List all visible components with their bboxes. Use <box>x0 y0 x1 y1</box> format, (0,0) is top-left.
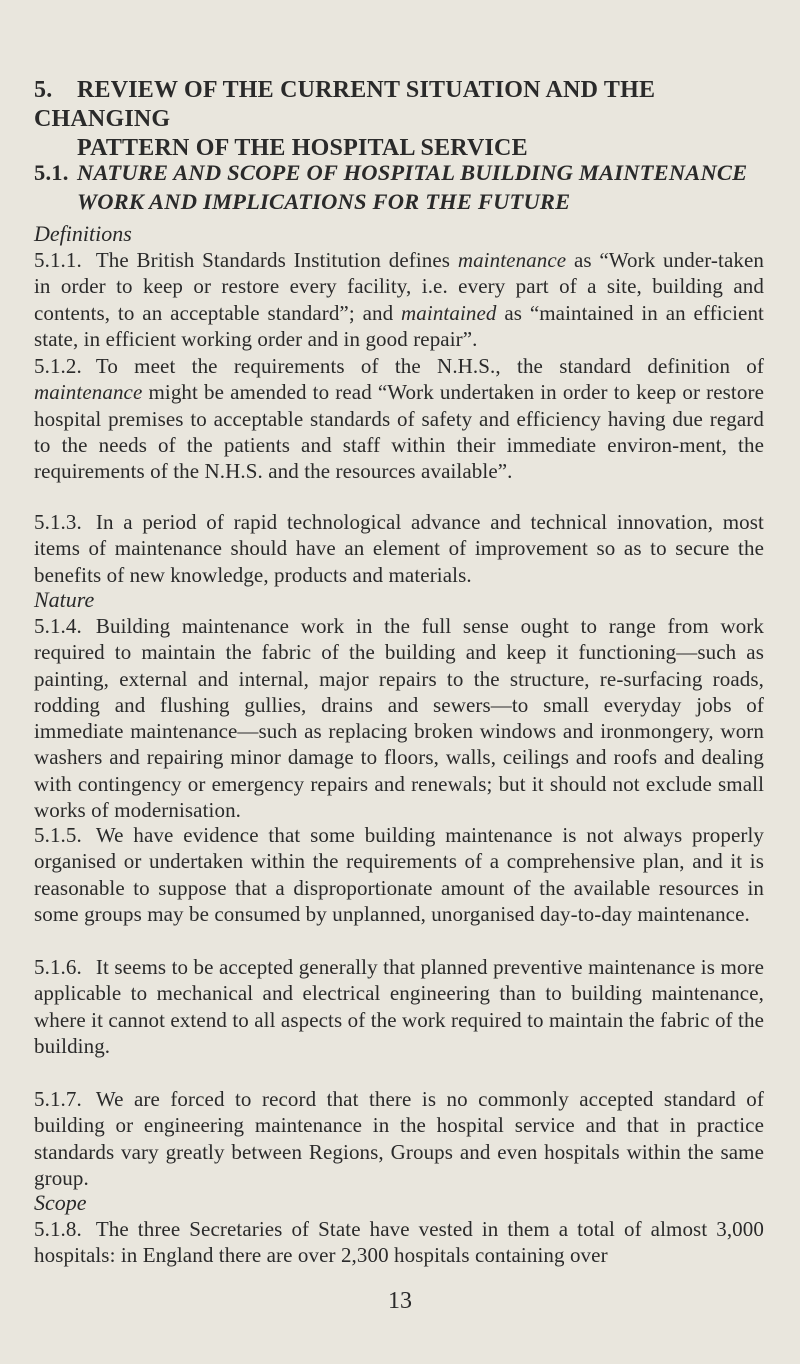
chapter-heading <box>34 76 764 163</box>
chapter-title-line-2: PATTERN OF THE HOSPITAL SERVICE <box>77 135 528 161</box>
paragraph-number: 5.1.3. <box>34 510 82 534</box>
paragraph-5-1-7: 5.1.7. We are forced to record that there is no commonly accepted standard of building or engineering maintenance in the hospital service and that in practice standards vary greatly between Regions, Groups and even hospitals within the same group. <box>34 1087 764 1190</box>
paragraph-5-1-6: 5.1.6. It seems to be accepted generally that planned preventive maintenance is more applicable to mechanical and electrical engineering than to building maintenance, where it cannot extend to all aspects of the work required to maintain the fabric of the building. <box>34 955 764 1058</box>
paragraph-number: 5.1.6. <box>34 955 82 979</box>
paragraph-number: 5.1.2. <box>34 354 82 378</box>
nature-heading: Nature <box>34 587 95 612</box>
paragraph-number: 5.1.1. <box>34 248 82 272</box>
emphasis-term: maintenance <box>34 380 143 405</box>
section-number: 5.1. <box>34 160 69 185</box>
chapter-title-line-1: REVIEW OF THE CURRENT SITUATION AND THE CHANGING <box>34 77 656 132</box>
paragraph-5-1-3: 5.1.3. In a period of rapid technological advance and technical innovation, most items of maintenance should have an element of improvement so as to secure the benefits of new knowledge, products and materials. <box>34 510 764 587</box>
paragraph-number: 5.1.4. <box>34 614 82 638</box>
section-title-line-2: WORK AND IMPLICATIONS FOR THE FUTURE <box>77 189 571 214</box>
paragraph-number: 5.1.8. <box>34 1217 82 1241</box>
paragraph-5-1-8: 5.1.8. The three Secretaries of State have vested in them a total of almost 3,000 hospitals: in England there are over 2,300 hospitals containing over <box>34 1217 764 1268</box>
section-heading <box>34 158 764 216</box>
section-title-line-1: NATURE AND SCOPE OF HOSPITAL BUILDING MAINTENANCE <box>77 160 748 185</box>
paragraph-number: 5.1.7. <box>34 1087 82 1111</box>
paragraph-5-1-4: 5.1.4. Building maintenance work in the full sense ought to range from work required to maintain the fabric of the building and keep it functioning—such as painting, external and internal, major repairs to the structure, re-surfacing roads, rodding and flushing gullies, drains and sewers—to small everyday jobs of immediate maintenance—such as replacing broken windows and ironmongery, worn washers and repairing minor damage to floors, walls, ceilings and roofs and dealing with contingency or emergency repairs and renewals; but it should not exclude small works of modernisation. <box>34 614 764 823</box>
definitions-heading: Definitions <box>34 221 132 246</box>
paragraph-5-1-1: 5.1.1. The British Standards Institution defines maintenance as “Work under-taken in order to keep or restore every facility, i.e. every part of a site, building and contents, to an acceptable standard”; and maintained as “maintained in an efficient state, in efficient working order and in good repair”. <box>34 248 764 351</box>
paragraph-5-1-5: 5.1.5. We have evidence that some building maintenance is not always properly organised or undertaken within the requirements of a comprehensive plan, and it is reasonable to suppose that a disproportionate amount of the available resources in some groups may be consumed by unplanned, unorganised day-to-day maintenance. <box>34 823 764 926</box>
scope-heading: Scope <box>34 1190 87 1215</box>
chapter-number: 5. <box>34 77 53 103</box>
emphasis-term: maintained <box>401 300 497 325</box>
emphasis-term: maintenance <box>457 248 567 272</box>
paragraph-number: 5.1.5. <box>34 823 82 847</box>
page-number: 13 <box>388 1288 412 1314</box>
paragraph-5-1-2: 5.1.2. To meet the requirements of the N.H.S., the standard definition of maintenance might be amended to read “Work undertaken in order to keep or restore hospital premises to acceptable standards of safety and efficiency having due regard to the needs of the patients and staff within their immediate environ-ment, the requirements of the N.H.S. and the resources available”. <box>34 354 764 484</box>
